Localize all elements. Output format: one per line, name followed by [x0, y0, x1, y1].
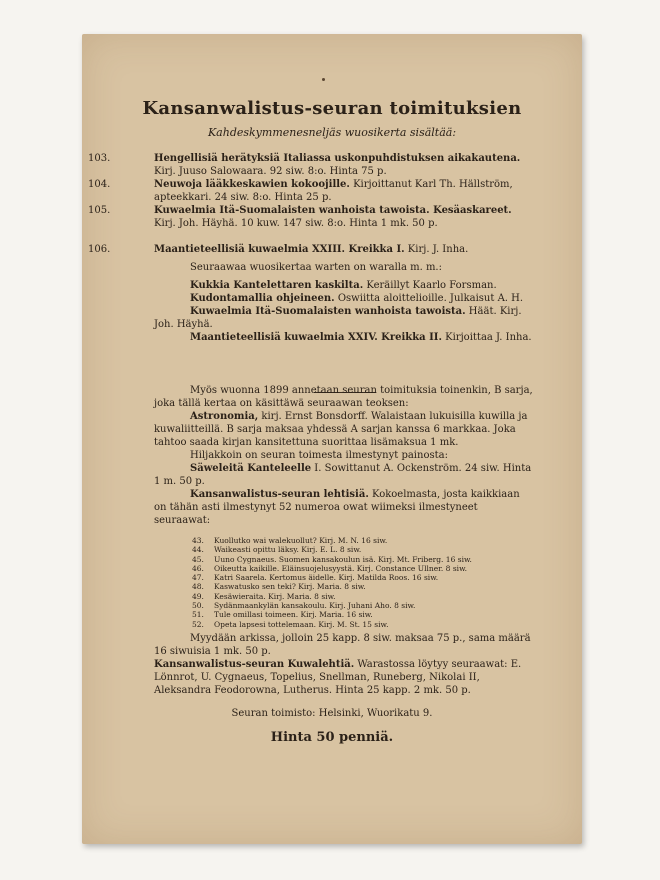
book-details: kirj. Ernst Bonsdorff. Walaistaan lukuisilla kuwilla ja kuwaliitteillä. B sarja maksaa yhdessä A sarjan kanssa 6 markkaa. Joka tahtoo saada kirjan kansitettuna suorittaa lisämaksua 1 mk.: [154, 411, 528, 448]
item-title: Säweleitä Kanteleelle: [190, 463, 312, 474]
entry-number: 106.: [88, 244, 111, 255]
item-details: I. Sowittanut A. Ockenström. 24 siw. Hinta 1 m. 50 p.: [154, 463, 532, 487]
entry-details: Kirj. J. Inha.: [404, 244, 469, 255]
next-year-item: [154, 292, 534, 305]
leaflet-number: 51.: [192, 610, 204, 620]
item-details: Keräillyt Kaarlo Forsman.: [363, 280, 497, 291]
price-line: Hinta 50 penniä.: [270, 730, 394, 745]
list-item: [192, 545, 542, 554]
leaflet-title: Uuno Cygnaeus. Suomen kansakoulun isä. Kirj. Mt. Friberg. 16 siw.: [214, 554, 472, 564]
sale-note: Myydään arkissa, jolloin 25 kapp. 8 siw. maksaa 75 p., sama määrä 16 siwuisia 1 mk. 50 p.: [154, 633, 531, 657]
closing-block: [154, 632, 534, 697]
next-year-item: [154, 279, 534, 292]
entry-104: [88, 178, 532, 204]
item-title: Kukkia Kantelettaren kaskilta.: [190, 280, 364, 291]
item-title: Kudontamallia ohjeineen.: [190, 293, 335, 304]
b-series-book: [154, 410, 534, 449]
leaflet-title: Sydänmaankylän kansakoulu. Kirj. Juhani Aho. 8 siw.: [214, 601, 416, 611]
list-item: [192, 620, 542, 629]
leaflet-title: Kuollutko wai walekuollut? Kirj. M. N. 16 siw.: [214, 536, 388, 545]
entry-title: Hengellisiä herätyksiä Italiassa uskonpuhdistuksen aikakautena.: [154, 153, 521, 164]
list-item: [192, 555, 542, 564]
leaflet-number: 52.: [192, 619, 204, 629]
entry-number: 105.: [88, 205, 111, 216]
entry-number: 104.: [88, 179, 111, 190]
item-title: Kansanwalistus-seuran lehtisiä.: [190, 489, 369, 500]
leaflet-title: Tule omillasi toimeen. Kirj. Maria. 16 siw.: [214, 610, 373, 620]
item-details: Oswiitta aloittelioille. Julkaisut A. H.: [334, 293, 524, 304]
leaflet-title: Kesäwieraita. Kirj. Maria. 8 siw.: [214, 591, 336, 601]
leaflet-title: Waikeasti opittu läksy. Kirj. E. L. 8 siw.: [214, 545, 362, 555]
leaflet-number: 48.: [192, 582, 204, 592]
leaflet-number: 43.: [192, 536, 204, 545]
leaflet-title: Kaswatusko sen teki? Kirj. Maria. 8 siw.: [214, 582, 366, 592]
item-title: Maantieteellisiä kuwaelmia XXIV. Kreikka II.: [190, 332, 442, 343]
leaflet-number: 50.: [192, 601, 204, 611]
item-details: Kokoelmasta, josta kaikkiaan on tähän asti ilmestynyt 52 numeroa owat wiimeksi ilmestyneet seuraawat:: [154, 489, 520, 526]
item-title: Kansanwalistus-seuran Kuwalehtiä.: [154, 659, 355, 670]
page-title: Kansanwalistus-seuran toimituksien: [142, 98, 522, 119]
list-item: [192, 573, 542, 582]
item-details: Warastossa löytyy seuraawat: E. Lönnrot, U. Cygnaeus, Topelius, Snellman, Runeberg, Nikolai II, Aleksandra Feodorowna, Lutherus. Hinta 25 kapp. 2 mk. 50 p.: [154, 659, 522, 696]
b-series-intro: Myös wuonna 1899 annetaan seuran toimituksia toinenkin, B sarja, joka tällä kertaa on käsittäwä seuraawan teoksen:: [154, 385, 533, 409]
office-address: Seuran toimisto: Helsinki, Wuorikatu 9.: [231, 708, 433, 719]
recent-item-2: [154, 488, 534, 527]
leaflet-list: [192, 536, 542, 629]
entry-details: Kirjoittanut Karl Th. Hällström, apteekkari. 24 siw. 8:o. Hinta 25 p.: [154, 179, 513, 203]
leaflet-number: 46.: [192, 563, 204, 573]
leaflet-number: 47.: [192, 573, 204, 583]
entry-103: [88, 152, 532, 178]
printer-mark: [322, 78, 325, 81]
next-year-item: [154, 331, 534, 344]
leaflet-title: Opeta lapsesi tottelemaan. Kirj. M. St. 15 siw.: [214, 619, 389, 629]
booklet-back-cover: [82, 34, 582, 844]
entry-title: Neuwoja lääkkeskawien kokoojille.: [154, 179, 350, 190]
page-subtitle: Kahdeskymmenesneljäs wuosikerta sisältää:: [207, 126, 457, 139]
recent-item-1: [154, 462, 534, 488]
leaflet-number: 44.: [192, 545, 204, 555]
book-title: Astronomia,: [190, 411, 259, 422]
entry-105: [88, 204, 532, 230]
list-item: [192, 564, 542, 573]
entry-number: 103.: [88, 153, 111, 164]
entry-details: Kirj. Juuso Salowaara. 92 siw. 8:o. Hinta 75 p.: [154, 166, 387, 177]
list-item: [192, 610, 542, 619]
picture-sheets: [154, 658, 534, 697]
entry-title: Maantieteellisiä kuwaelmia XXIII. Kreikka I.: [154, 244, 405, 255]
item-details: Häät. Kirj. Joh. Häyhä.: [154, 306, 522, 330]
b-series-block: [154, 384, 534, 527]
item-details: Kirjoittaa J. Inha.: [441, 332, 532, 343]
next-year-item: [154, 305, 534, 331]
list-item: [192, 536, 542, 545]
next-year-intro: Seuraawaa wuosikertaa warten on waralla m. m.:: [190, 262, 442, 273]
leaflet-title: Oikeutta kaikille. Eläinsuojelusyystä. Kirj. Constance Ullner. 8 siw.: [214, 563, 467, 573]
list-item: [192, 592, 542, 601]
list-item: [192, 601, 542, 610]
entry-details: Kirj. Joh. Häyhä. 10 kuw. 147 siw. 8:o. Hinta 1 mk. 50 p.: [154, 218, 438, 229]
list-item: [192, 582, 542, 591]
leaflet-title: Katri Saarela. Kertomus äidelle. Kirj. Matilda Roos. 16 siw.: [214, 573, 439, 583]
leaflet-number: 45.: [192, 554, 204, 564]
recent-intro: Hiljakkoin on seuran toimesta ilmestynyt painosta:: [190, 450, 448, 461]
entry-title: Kuwaelmia Itä-Suomalaisten wanhoista tawoista. Kesäaskareet.: [154, 205, 512, 216]
next-year-list: [154, 279, 534, 344]
leaflet-number: 49.: [192, 591, 204, 601]
entry-106: [88, 243, 532, 256]
item-title: Kuwaelmia Itä-Suomalaisten wanhoista tawoista.: [190, 306, 466, 317]
